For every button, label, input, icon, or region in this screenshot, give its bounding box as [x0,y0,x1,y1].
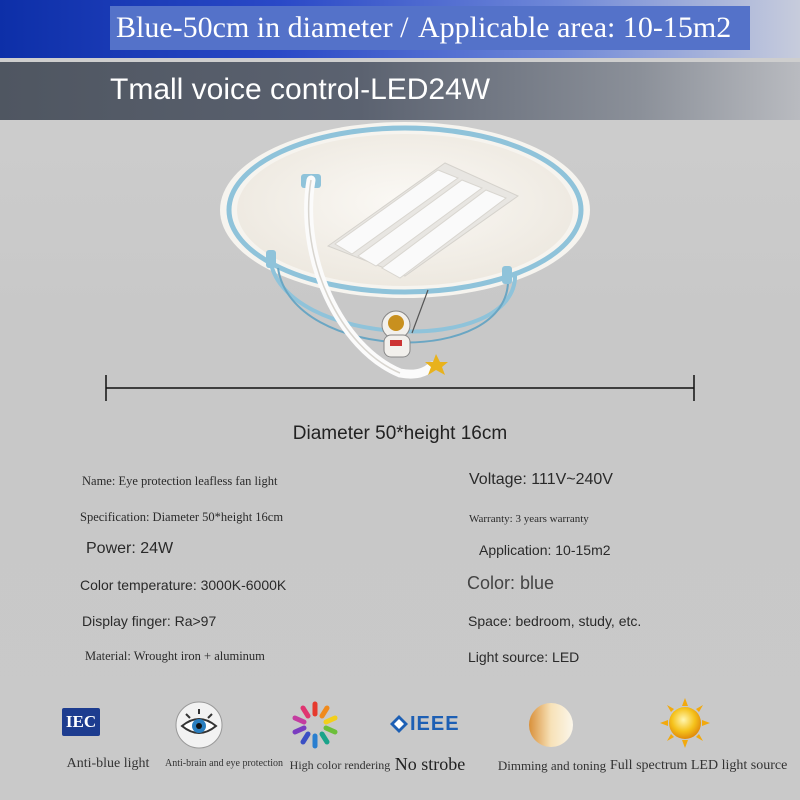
title-applicable-area: Applicable area: 10-15m2 [412,6,750,50]
dimension-label: Diameter 50*height 16cm [292,423,508,444]
spec-specification: Specification: Diameter 50*height 16cm [80,510,284,524]
spec-space: Space: bedroom, study, etc. [468,613,642,629]
dimming-sphere-icon [526,700,576,750]
ieee-icon [390,712,470,736]
spec-power: Power: 24W [86,540,174,557]
feature-icons-row [0,698,800,800]
subtitle-voice-control: Tmall voice control-LED24W [110,73,491,106]
spec-color: Color: blue [467,573,555,593]
eye-icon [174,700,224,750]
feature-label: No strobe [394,754,466,774]
feature-label: Dimming and toning [497,758,607,773]
ieee-badge-text: IEEE [410,713,460,735]
spec-material: Material: Wrought iron + aluminum [85,649,265,663]
spec-color-temperature: Color temperature: 3000K-6000K [80,577,287,593]
iec-icon [62,708,100,736]
spec-display-finger: Display finger: Ra>97 [82,613,217,629]
spec-light-source: Light source: LED [468,649,580,665]
spec-voltage: Voltage: 111V~240V [469,471,613,488]
feature-label: Full spectrum LED light source [610,758,788,773]
spec-application: Application: 10-15m2 [479,542,611,558]
ceiling-lamp-image [200,118,600,388]
color-wheel-icon [290,700,340,750]
feature-label: Anti-brain and eye protection [164,758,283,769]
spec-warranty: Warranty: 3 years warranty [469,513,589,525]
sun-icon [660,698,710,748]
iec-badge-text: IEC [65,712,97,731]
feature-label: Anti-blue light [66,756,150,771]
diameter-dimension-line [104,373,696,403]
spec-name: Name: Eye protection leafless fan light [82,474,278,488]
title-diameter: Blue-50cm in diameter / [110,6,412,50]
feature-label: High color rendering [289,758,391,772]
